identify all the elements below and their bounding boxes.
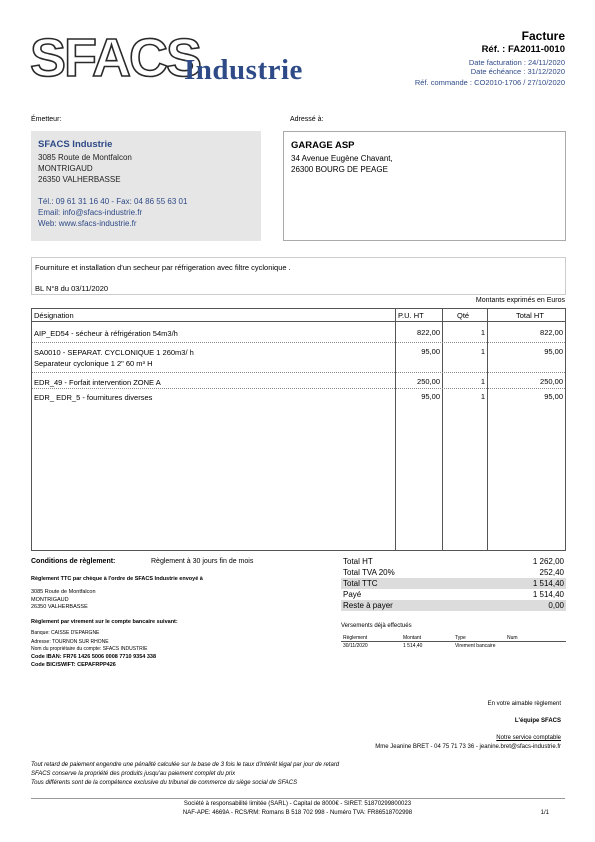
total-ht-row: [341, 556, 566, 567]
bank-address: Adresse: TOURNON SUR RHONE: [31, 639, 109, 645]
remaining-value: 0,00: [548, 601, 564, 610]
legal-line: SFACS conserve la propriété des produits jusqu'au paiement complet du prix: [31, 771, 236, 777]
row-total: 95,00: [544, 347, 563, 356]
paid-row: [341, 589, 566, 600]
invoice-title: Facture: [521, 29, 565, 43]
payments-label: Versements déjà effectués: [341, 623, 412, 629]
cheque-address-line: 26350 VALHERBASSE: [31, 604, 88, 610]
payment-date: 30/11/2020: [343, 643, 368, 649]
accounting-service: Notre service comptable: [496, 735, 561, 741]
issuer-label: Émetteur:: [31, 116, 62, 123]
payments-header-date: Règlement: [343, 635, 368, 641]
total-ht-value: 1 262,00: [532, 557, 564, 566]
paid-label: Payé: [343, 590, 362, 599]
closing-line: En votre aimable règlement: [487, 701, 561, 707]
issuer-web: Web: www.sfacs-industrie.fr: [38, 219, 137, 228]
logo-subtitle: Industrie: [184, 54, 303, 86]
total-ttc-row: [341, 578, 566, 589]
row-designation: EDR_49 - Forfait intervention ZONE A: [34, 378, 161, 387]
row-quantity: 1: [480, 328, 485, 337]
recipient-label: Adressé à:: [290, 116, 324, 123]
issuer-address-line: 26350 VALHERBASSE: [38, 175, 121, 184]
legal-line: Tous différents sont de la compétence exclusive du tribunal de commerce du siège social de SFACS: [31, 780, 298, 786]
recipient-address-line: 26300 BOURG DE PEAGE: [291, 165, 388, 174]
paid-value: 1 514,40: [532, 590, 564, 599]
header-designation: Désignation: [34, 311, 74, 320]
row-quantity: 1: [480, 392, 485, 401]
row-total: 822,00: [540, 328, 563, 337]
items-table: [31, 308, 566, 551]
row-total: 95,00: [544, 392, 563, 401]
total-ttc-value: 1 514,40: [532, 579, 564, 588]
payments-table: [341, 634, 566, 650]
cheque-address-line: MONTRIGAUD: [31, 597, 69, 603]
company-logo: [30, 28, 320, 88]
cheque-address-line: 3085 Route de Montfalcon: [31, 589, 96, 595]
row-unit-price: 95,00: [421, 392, 440, 401]
issuer-address-line: MONTRIGAUD: [38, 164, 93, 173]
recipient-address-line: 34 Avenue Eugène Chavant,: [291, 154, 393, 163]
bic: Code BIC/SWIFT: CEPAFRPP426: [31, 662, 116, 668]
row-quantity: 1: [480, 377, 485, 386]
payments-header-type: Type: [455, 635, 466, 641]
totals-box: [341, 556, 566, 611]
row-designation: EDR_ EDR_5 - fournitures diverses: [34, 393, 153, 402]
description-text: Fourniture et installation d'un secheur par réfrigeration avec filtre cyclonique .: [35, 263, 291, 272]
footer-divider: [31, 798, 565, 799]
header-quantity: Qté: [457, 311, 470, 320]
total-tva-row: [341, 567, 566, 578]
closing-team: L'équipe SFACS: [514, 718, 561, 724]
payment-type: Virement bancaire: [455, 643, 496, 649]
row-designation: [34, 347, 394, 369]
header-total: Total HT: [516, 311, 544, 320]
row-designation-line: Separateur cyclonique 1 2" 60 m³ H: [34, 359, 153, 368]
remaining-label: Reste à payer: [343, 601, 393, 610]
payments-header: [341, 634, 566, 642]
row-designation-line: SA0010 - SEPARAT. CYCLONIQUE 1 260m3/ h: [34, 348, 194, 357]
transfer-title: Règlement par virement sur le compte bancaire suivant:: [31, 619, 178, 625]
issuer-email: Email: info@sfacs-industrie.fr: [38, 208, 143, 217]
row-unit-price: 250,00: [417, 377, 440, 386]
legal-notes: [31, 761, 339, 788]
issuer-name: SFACS Industrie: [38, 139, 113, 150]
bank-name: Banque: CAISSE D'EPARGNE: [31, 630, 100, 636]
payments-header-num: Num: [507, 635, 518, 641]
header-unit-price: P.U. HT: [398, 311, 424, 320]
row-unit-price: 822,00: [417, 328, 440, 337]
recipient-name: GARAGE ASP: [291, 140, 355, 151]
payments-header-amount: Montant: [403, 635, 422, 641]
payment-amount: 1 514,40: [403, 643, 423, 649]
issuer-box: [31, 131, 261, 241]
issuer-phone: Tél.: 09 61 31 16 40 - Fax: 04 86 55 63 01: [38, 197, 188, 206]
logo-brand: SFACS: [30, 28, 201, 88]
footer-registration-info: NAF-APE: 4669A - RCS/RM: Romans B 518 702 998 - Numéro TVA: FR86518702998: [182, 810, 413, 816]
row-designation: AIP_ED54 - sécheur à réfrigération 54m3/h: [34, 329, 178, 338]
recipient-box: [283, 131, 566, 241]
total-tva-label: Total TVA 20%: [343, 568, 395, 577]
total-tva-value: 252,40: [539, 568, 564, 577]
remaining-row: [341, 600, 566, 611]
accounting-contact: Mme Jeanine BRET - 04 75 71 73 36 - jeanine.bret@sfacs-industrie.fr: [375, 744, 561, 750]
page-number: 1/1: [540, 810, 549, 816]
delivery-note: BL N°8 du 03/11/2020: [35, 284, 109, 293]
account-owner: Nom du propriétaire du compte: SFACS INDUSTRIE: [31, 646, 148, 652]
issuer-address-line: 3085 Route de Montfalcon: [38, 153, 132, 162]
row-quantity: 1: [480, 347, 485, 356]
due-date: Date échéance : 31/12/2020: [470, 67, 565, 76]
invoice-ref: Réf. : FA2011-0010: [481, 44, 565, 55]
iban: Code IBAN: FR76 1426 5006 0008 7710 9354 338: [31, 654, 157, 660]
table-header: [32, 309, 565, 322]
invoice-date: Date facturation : 24/11/2020: [468, 58, 565, 67]
payment-terms-label: Conditions de règlement:: [31, 558, 116, 565]
legal-line: Tout retard de paiement engendre une pénalité calculée sur la base de 3 fois le taux d'intérêt légal par jour de retard: [31, 762, 340, 768]
total-ht-label: Total HT: [343, 557, 373, 566]
footer-company-info: Société à responsabilité limitée (SARL) - Capital de 8000€ - SIRET: 51870299800023: [183, 801, 412, 807]
payment-terms-value: Règlement à 30 jours fin de mois: [151, 558, 254, 565]
currency-note: Montants exprimés en Euros: [475, 297, 565, 304]
order-ref: Réf. commande : CO2010-1706 / 27/10/2020: [414, 78, 565, 87]
row-total: 250,00: [540, 377, 563, 386]
total-ttc-label: Total TTC: [343, 579, 378, 588]
row-unit-price: 95,00: [421, 347, 440, 356]
description-box: [31, 257, 566, 295]
cheque-title: Règlement TTC par chèque à l'ordre de SFACS Industrie envoyé à: [31, 576, 203, 582]
payments-row: [341, 642, 566, 650]
